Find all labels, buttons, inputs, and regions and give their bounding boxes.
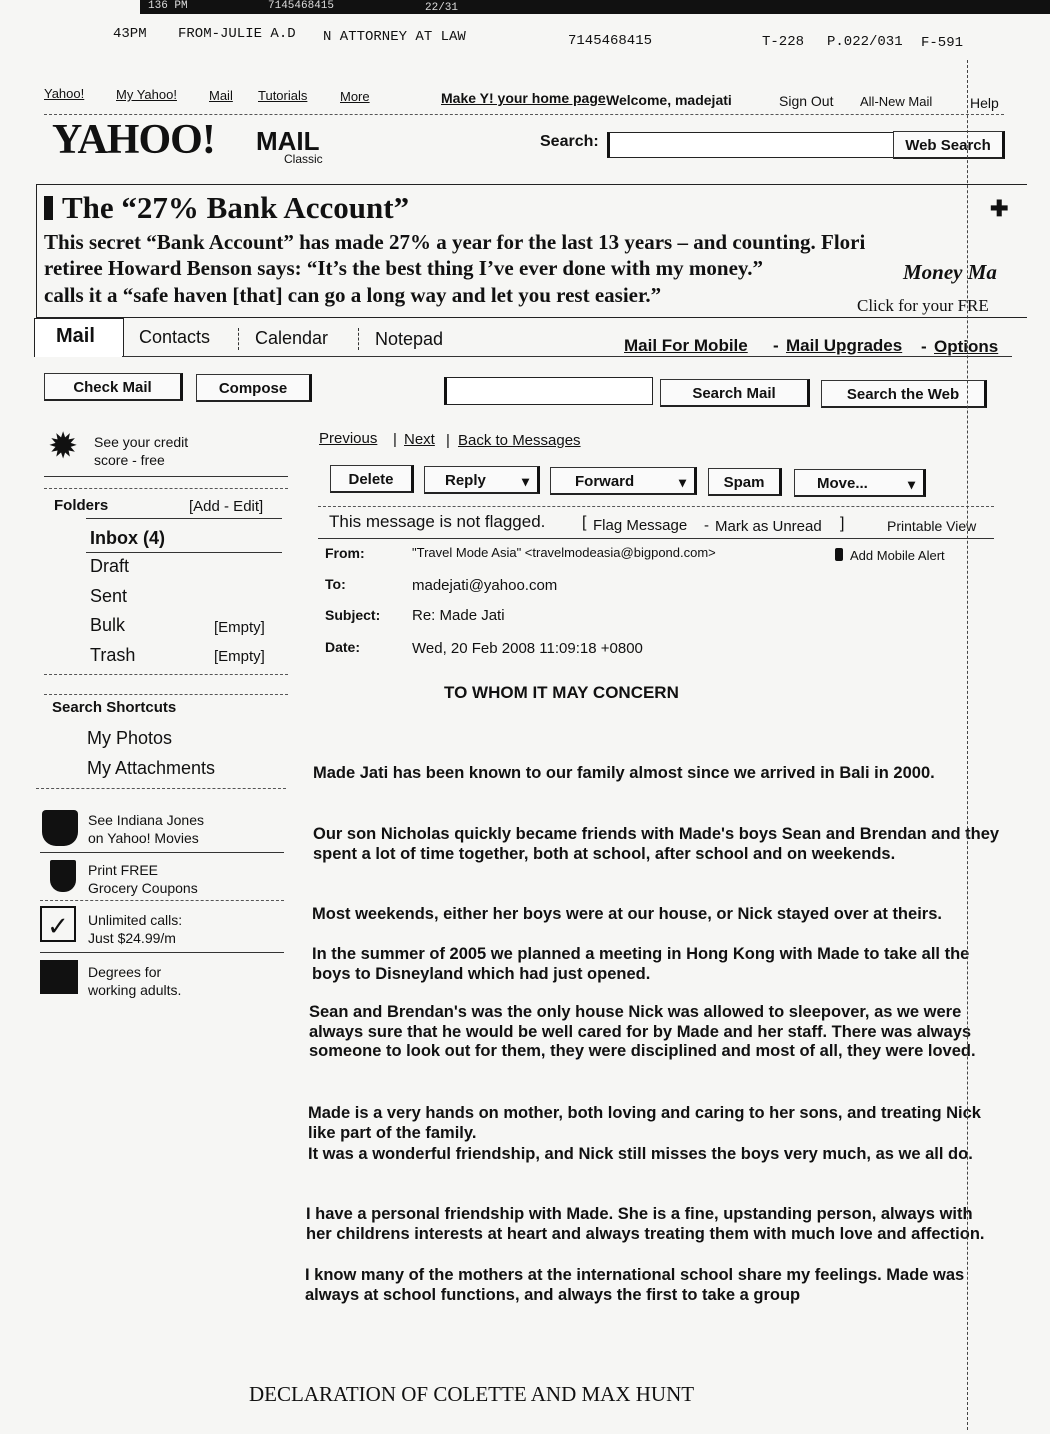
ad-calls-1[interactable]: Unlimited calls: [88, 912, 183, 928]
folders-add-edit[interactable]: [Add - Edit] [189, 498, 264, 515]
move-label: Move... [817, 475, 868, 492]
folder-sent[interactable]: Sent [90, 586, 128, 606]
msg-nav-sep-1: | [393, 431, 397, 448]
ad-line-3: calls it a “safe haven [that] can go a long way and let you rest easier.” [44, 283, 662, 307]
mail-for-mobile-link[interactable]: Mail For Mobile [624, 336, 748, 355]
tab-baseline [122, 356, 1012, 357]
fax-page: P.022/031 [827, 34, 903, 50]
ad-calls-2[interactable]: Just $24.99/m [88, 930, 176, 946]
ad-degrees-2[interactable]: working adults. [88, 982, 182, 998]
fax-time: 43PM [113, 26, 147, 42]
flag-bracket-close: ] [840, 515, 845, 532]
nav-yahoo[interactable]: Yahoo! [44, 86, 85, 101]
logo-mail: MAIL [256, 126, 320, 156]
welcome-text: Welcome, madejati [606, 92, 732, 108]
folder-inbox[interactable]: Inbox (4) [90, 528, 165, 548]
body-paragraph-2: Our son Nicholas quickly became friends with Made's boys Sean and Brendan and they spent a lot of time together, both at school, after school and on weekends. [313, 825, 1000, 863]
ad-title-bar [44, 196, 53, 220]
shortcut-my-attachments[interactable]: My Attachments [87, 758, 216, 778]
check-mail-label: Check Mail [73, 379, 152, 396]
fax-attorney: N ATTORNEY AT LAW [323, 29, 466, 45]
compose-button[interactable] [196, 374, 312, 402]
mark-unread-link[interactable]: Mark as Unread [715, 518, 822, 535]
folder-trash[interactable]: Trash [90, 645, 136, 665]
flag-message-link[interactable]: Flag Message [593, 517, 688, 534]
sidebar-divider-3 [36, 788, 286, 789]
body-paragraph-5: Sean and Brendan's was the only house Nick was allowed to sleepover, as we were always sure that he would be well cared for by Made and her staff. There was always someone to look out for them, they were disciplined and most of all, they were loved. [309, 1003, 976, 1060]
forward-button[interactable] [550, 467, 697, 495]
folders-label: Folders [54, 497, 109, 514]
tab-calendar[interactable]: Calendar [255, 328, 329, 348]
from-value[interactable]: "Travel Mode Asia" <travelmodeasia@bigpond.com> [412, 545, 716, 560]
declaration-footer: DECLARATION OF COLETTE AND MAX HUNT [249, 1382, 695, 1406]
web-search-button[interactable] [893, 131, 1005, 159]
ad-title: The “27% Bank Account” [62, 190, 410, 225]
all-new-mail-link[interactable]: All-New Mail [860, 94, 933, 109]
search-web-label: Search the Web [846, 386, 960, 403]
flag-status: This message is not flagged. [329, 512, 546, 531]
ad-coupons-2[interactable]: Grocery Coupons [88, 880, 198, 896]
folder-bulk[interactable]: Bulk [90, 615, 126, 635]
tab-link-sep-2: - [921, 337, 927, 356]
credit-line-2[interactable]: score - free [94, 452, 165, 468]
salutation: TO WHOM IT MAY CONCERN [444, 683, 679, 702]
search-mail-button[interactable] [660, 379, 810, 407]
mail-search-input[interactable] [444, 377, 653, 405]
nav-my-yahoo[interactable]: My Yahoo! [116, 87, 177, 102]
fax-code: T-228 [762, 34, 805, 50]
logo-brand: YAHOO! [52, 117, 215, 163]
subject-value: Re: Made Jati [412, 607, 505, 624]
help-link[interactable]: Help [970, 95, 999, 111]
web-search-button-label: Web Search [905, 137, 991, 154]
ad-line-1: This secret “Bank Account” has made 27% a year for the last 13 years – and counting. Flori [44, 230, 866, 254]
make-homepage-link[interactable]: Make Y! your home page [441, 90, 606, 106]
ad-line-2: retiree Howard Benson says: “It’s the best thing I’ve ever done with my money.” [44, 256, 764, 280]
body-paragraph-3: Most weekends, either her boys were at our house, or Nick stayed over at theirs. [312, 905, 942, 923]
add-mobile-alert-link[interactable]: Add Mobile Alert [850, 548, 945, 563]
sidebar-divider-1b [44, 488, 288, 489]
web-search-input[interactable] [607, 132, 897, 158]
ad-coupons-1[interactable]: Print FREE [88, 862, 159, 878]
flag-bracket-open: [ [582, 514, 587, 531]
sign-out-link[interactable]: Sign Out [779, 93, 834, 109]
tab-mail-label: Mail [56, 325, 95, 347]
tab-contacts[interactable]: Contacts [139, 327, 211, 347]
msg-nav-sep-2: | [446, 432, 450, 449]
search-shortcuts-label: Search Shortcuts [52, 699, 177, 716]
search-mail-label: Search Mail [692, 385, 776, 402]
search-label: Search: [540, 133, 599, 150]
mail-upgrades-link[interactable]: Mail Upgrades [786, 336, 903, 355]
nav-divider [44, 114, 1004, 115]
ad-cta[interactable]: Click for your FRE [857, 296, 989, 315]
sidebar-divider-2b [44, 694, 288, 695]
nav-more[interactable]: More [340, 89, 370, 104]
back-to-messages-link[interactable]: Back to Messages [458, 432, 581, 449]
previous-link[interactable]: Previous [319, 430, 378, 447]
tab-link-sep-1: - [773, 336, 779, 355]
body-paragraph-4: In the summer of 2005 we planned a meeting in Hong Kong with Made to take all the boys to Disneyland which had just opened. [312, 945, 970, 983]
ad-plus-icon: ✚ [990, 196, 1009, 221]
body-paragraph-6: Made is a very hands on mother, both loving and caring to her sons, and treating Nick like part of the family. [308, 1104, 981, 1142]
sidebar-divider-2 [44, 674, 288, 675]
inbox-divider [86, 552, 282, 553]
sidebar-divider-6 [40, 952, 284, 953]
logo-classic: Classic [284, 152, 323, 166]
search-web-button[interactable] [821, 380, 987, 408]
credit-icon: ✹ [48, 425, 79, 466]
from-label: From: [325, 545, 365, 561]
body-paragraph-1: Made Jati has been known to our family almost since we arrived in Bali in 2000. [313, 764, 935, 782]
movie-icon [42, 810, 78, 846]
body-paragraph-8: I have a personal friendship with Made. She is a fine, upstanding person, always with her childrens interests at heart and always treating them with much love and affection. [306, 1205, 985, 1243]
credit-line-1[interactable]: See your credit [94, 434, 189, 450]
coupon-icon [50, 860, 76, 892]
delete-button[interactable] [330, 465, 414, 493]
fax-f: F-591 [921, 35, 964, 51]
sidebar-divider-4 [40, 852, 284, 853]
spam-label: Spam [723, 474, 765, 491]
ad-movies-1[interactable]: See Indiana Jones [88, 812, 204, 828]
degrees-icon [40, 960, 78, 994]
folders-divider [86, 518, 282, 519]
ad-movies-2[interactable]: on Yahoo! Movies [88, 830, 199, 846]
date-label: Date: [325, 639, 361, 655]
sidebar-divider-5 [40, 900, 284, 901]
ad-degrees-1[interactable]: Degrees for [88, 964, 162, 980]
nav-tutorials[interactable]: Tutorials [258, 88, 308, 103]
date-value: Wed, 20 Feb 2008 11:09:18 +0800 [412, 640, 643, 657]
forward-label: Forward [575, 473, 635, 490]
bulk-empty-link[interactable]: [Empty] [214, 619, 265, 636]
trash-empty-link[interactable]: [Empty] [214, 648, 265, 665]
shortcut-my-photos[interactable]: My Photos [87, 728, 173, 748]
tab-sep-2 [358, 328, 359, 350]
nav-mail[interactable]: Mail [209, 88, 233, 103]
to-label: To: [325, 576, 346, 592]
scan-edge-line [967, 60, 968, 1430]
reply-label: Reply [445, 472, 486, 489]
delete-label: Delete [348, 471, 394, 488]
ad-line-2-money: Money Ma [903, 260, 997, 284]
calls-icon: ✓ [40, 906, 76, 942]
compose-label: Compose [218, 380, 288, 397]
options-link[interactable]: Options [934, 337, 999, 356]
next-link[interactable]: Next [404, 431, 435, 448]
fax-number: 7145468415 [568, 33, 653, 49]
subject-label: Subject: [325, 607, 381, 623]
yahoo-mail-logo[interactable] [52, 116, 352, 168]
flag-bottom-divider [318, 538, 994, 539]
mobile-phone-icon [835, 548, 843, 561]
flag-sep: - [704, 517, 709, 534]
move-button[interactable] [794, 469, 926, 497]
check-mail-button[interactable] [44, 373, 183, 401]
fax-top-pages: 22/31 [425, 2, 459, 14]
fax-top-time: 136 PM [148, 0, 188, 12]
tab-notepad[interactable]: Notepad [375, 329, 444, 349]
body-paragraph-9: I know many of the mothers at the international school share my feelings. Made was always at school functions, and always the first to take a group [305, 1266, 965, 1304]
fax-from: FROM-JULIE A.D [178, 26, 296, 42]
to-value: madejati@yahoo.com [412, 577, 558, 594]
reply-button[interactable] [424, 466, 540, 494]
body-paragraph-7: It was a wonderful friendship, and Nick still misses the boys very much, as we all do. [308, 1145, 973, 1163]
sidebar-divider-1 [44, 476, 288, 477]
printable-view-link[interactable]: Printable View [887, 518, 977, 534]
tab-sep-1 [238, 328, 239, 350]
fax-top-number: 7145468415 [268, 0, 335, 12]
flag-top-divider [318, 506, 994, 507]
folder-draft[interactable]: Draft [90, 556, 130, 576]
spam-button[interactable] [708, 468, 782, 496]
